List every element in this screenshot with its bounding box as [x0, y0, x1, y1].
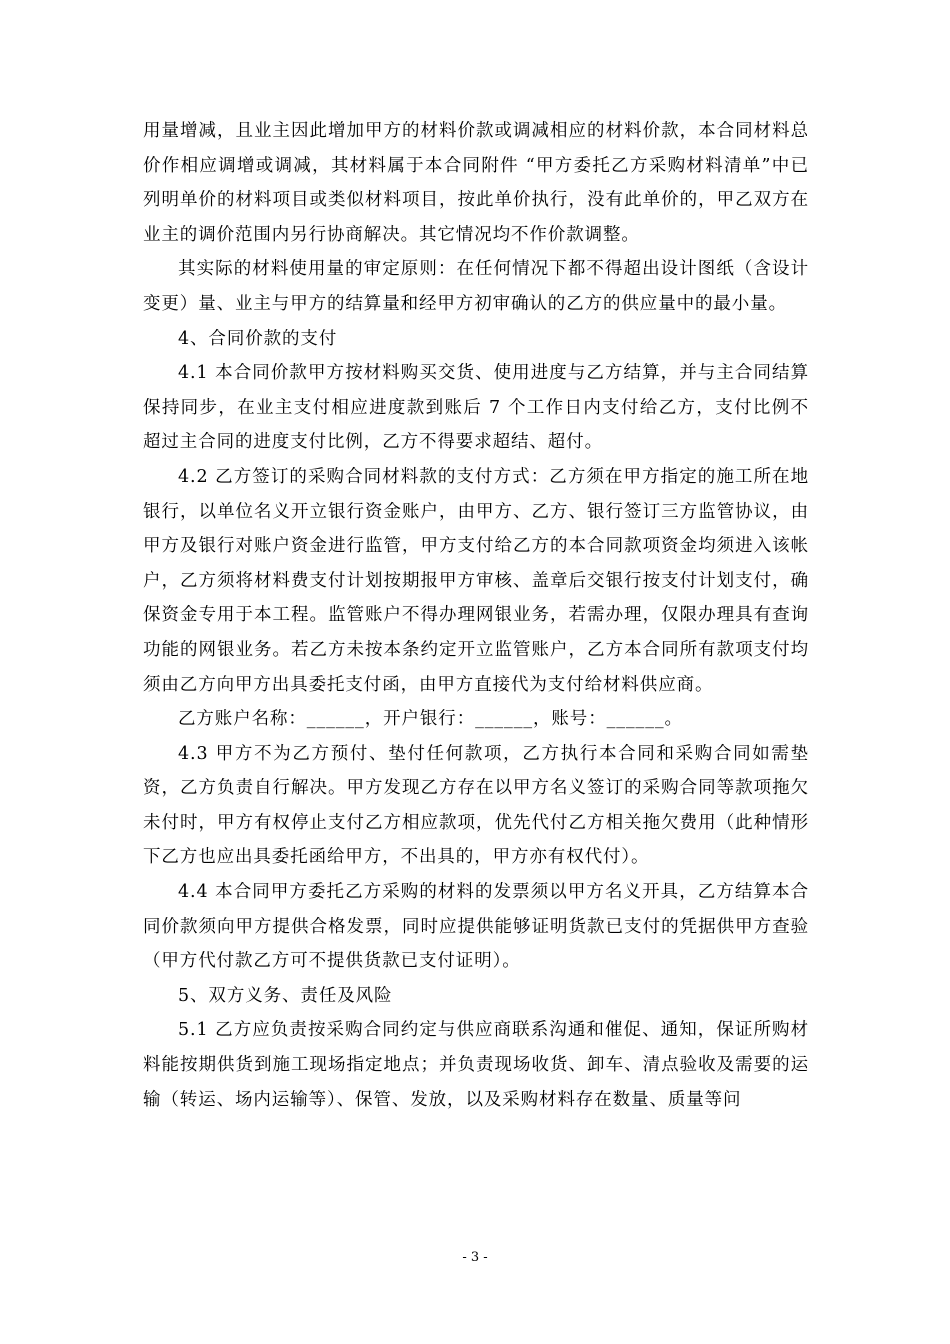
clause-4-3: 4.3 甲方不为乙方预付、垫付任何款项，乙方执行本合同和采购合同如需垫资，乙方负责自行解决。甲方发现乙方存在以甲方名义签订的采购合同等款项拖欠未付时，甲方有权停止支付乙方相应款项，优先代付乙方相关拖欠费用（此种情形下乙方也应出具委托函给甲方，不出具的，甲方亦有权代付）。 [143, 743, 809, 868]
document-body [143, 114, 809, 1117]
clause-5-1: 5.1 乙方应负责按采购合同约定与供应商联系沟通和催促、通知，保证所购材料能按期供货到施工现场指定地点；并负责现场收货、卸车、清点验收及需要的运输（转运、场内运输等）、保管、发放，以及采购材料存在数量、质量等问 [143, 1020, 809, 1110]
section-heading-5: 5、双方义务、责任及风险 [178, 985, 393, 1006]
paragraph-2: 其实际的材料使用量的审定原则：在任何情况下都不得超出设计图纸（含设计变更）量、业主与甲方的结算量和经甲方初审确认的乙方的供应量中的最小量。 [143, 259, 809, 314]
clause-4-1: 4.1 本合同价款甲方按材料购买交货、使用进度与乙方结算，并与主合同结算保持同步，在业主支付相应进度款到账后 7 个工作日内支付给乙方，支付比例不超过主合同的进度支付比例，乙方不得要求超结、超付。 [143, 363, 809, 453]
section-heading-4: 4、合同价款的支付 [178, 328, 338, 349]
clause-4-4: 4.4 本合同甲方委托乙方采购的材料的发票须以甲方名义开具，乙方结算本合同价款须向甲方提供合格发票，同时应提供能够证明货款已支付的凭据供甲方查验（甲方代付款乙方可不提供货款已支付证明）。 [143, 882, 809, 972]
account-info-line: 乙方账户名称：______，开户银行：______，账号：______。 [178, 709, 683, 730]
page-number: - 3 - [462, 1250, 488, 1265]
paragraph-1: 用量增减，且业主因此增加甲方的材料价款或调减相应的材料价款，本合同材料总价作相应调增或调减，其材料属于本合同附件 “甲方委托乙方采购材料清单”中已列明单价的材料项目或类似材料项目，按此单价执行，没有此单价的，甲乙双方在业主的调价范围内另行协商解决。其它情况均不作价款调整。 [143, 121, 809, 245]
clause-4-2: 4.2 乙方签订的采购合同材料款的支付方式：乙方须在甲方指定的施工所在地银行，以单位名义开立银行资金账户，由甲方、乙方、银行签订三方监管协议，由甲方及银行对账户资金进行监管，甲方支付给乙方的本合同款项资金均须进入该帐户，乙方须将材料费支付计划按期报甲方审核、盖章后交银行按支付计划支付，确保资金专用于本工程。监管账户不得办理网银业务，若需办理，仅限办理具有查询功能的网银业务。若乙方未按本条约定开立监管账户，乙方本合同所有款项支付均须由乙方向甲方出具委托支付函，由甲方直接代为支付给材料供应商。 [143, 466, 809, 695]
